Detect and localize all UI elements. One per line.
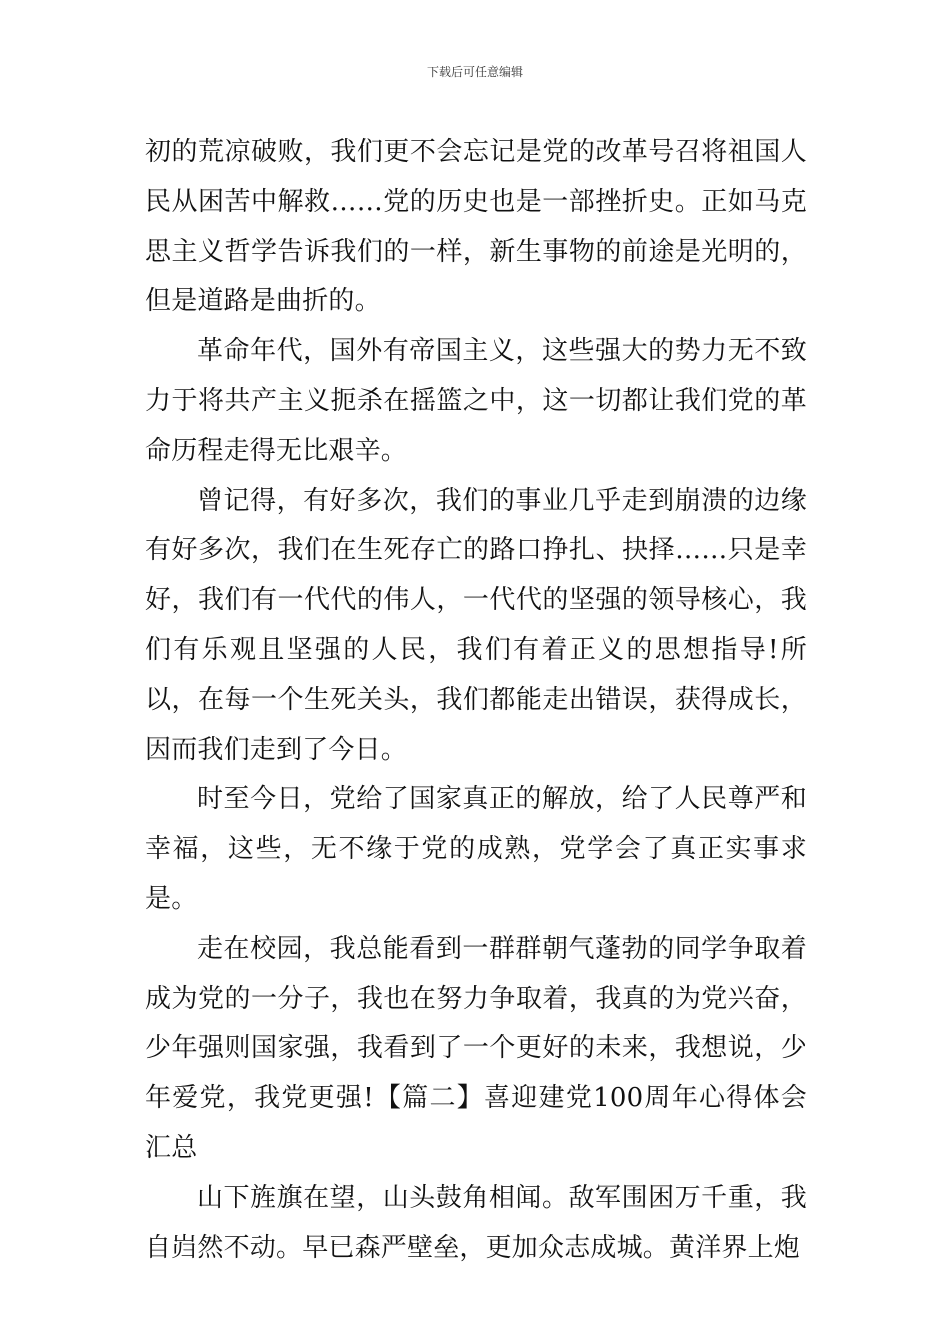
paragraph-campus: 走在校园，我总能看到一群群朝气蓬勃的同学争取着成为党的一分子，我也在努力争取着，我真的为党兴奋，少年强则国家强，我看到了一个更好的未来，我想说，少年爱党，我党更强!【篇二】喜迎建党100周年心得体会汇总 (145, 933, 807, 1163)
page-header: 下载后可任意编辑 (426, 65, 523, 79)
paragraph-poem: 山下旌旗在望，山头鼓角相闻。敌军围困万千重，我自岿然不动。早已森严壁垒，更加众志成城。黄洋界上炮 (145, 1182, 807, 1263)
document-body (145, 128, 807, 1273)
paragraph-revolution-era: 革命年代，国外有帝国主义，这些强大的势力无不致力于将共产主义扼杀在摇篮之中，这一切都让我们党的革命历程走得无比艰辛。 (145, 336, 807, 466)
paragraph-hardships: 曾记得，有好多次，我们的事业几乎走到崩溃的边缘有好多次，我们在生死存亡的路口挣扎、抉择……只是幸好，我们有一代代的伟人，一代代的坚强的领导核心，我们有乐观且坚强的人民，我们有着正义的思想指导!所以，在每一个生死关头，我们都能走出错误，获得成长，因而我们走到了今日。 (145, 485, 807, 765)
paragraph-today: 时至今日，党给了国家真正的解放，给了人民尊严和幸福，这些，无不缘于党的成熟，党学会了真正实事求是。 (145, 784, 807, 914)
paragraph-continuation: 初的荒凉破败，我们更不会忘记是党的改革号召将祖国人民从困苦中解救……党的历史也是一部挫折史。正如马克思主义哲学告诉我们的一样，新生事物的前途是光明的，但是道路是曲折的。 (145, 137, 807, 317)
